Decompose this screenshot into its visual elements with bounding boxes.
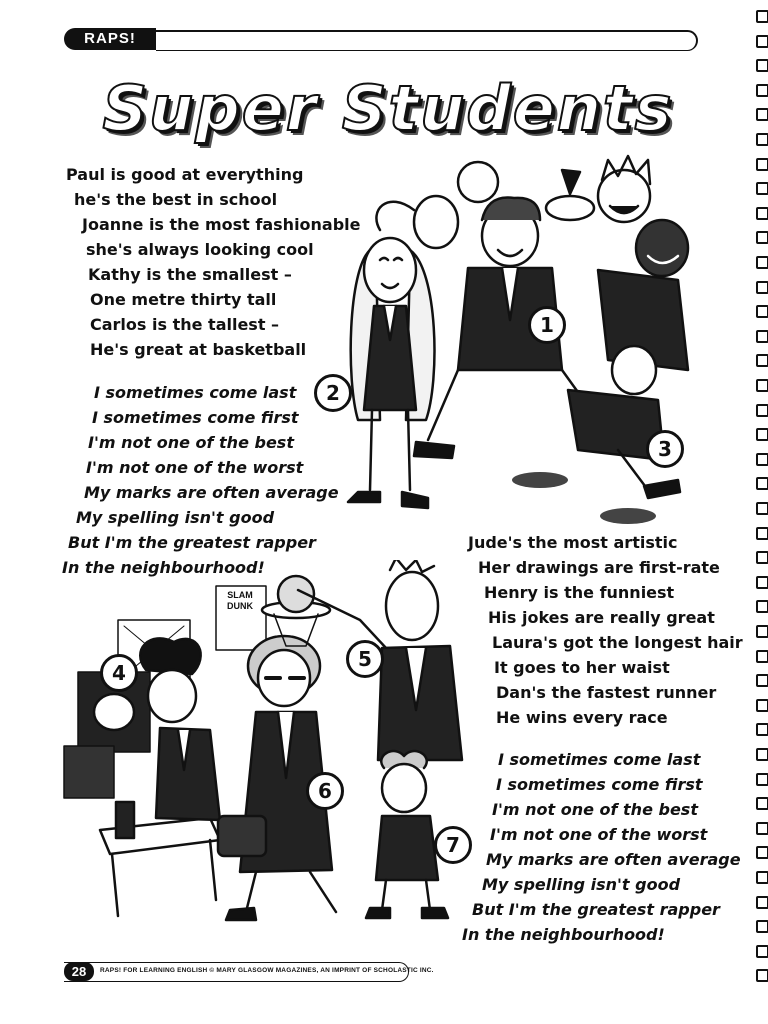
binding-hole (756, 354, 768, 367)
slam-dunk-poster (218, 590, 262, 612)
student-number-badge: 2 (314, 374, 352, 412)
poster-line: SLAM (227, 590, 253, 600)
lyric-line: I'm not one of the worst (490, 825, 708, 844)
binding-hole (756, 600, 768, 613)
binding-hole (756, 207, 768, 220)
lyric-line: Joanne is the most fashionable (82, 215, 361, 234)
binding-strip (752, 10, 768, 1000)
binding-hole (756, 477, 768, 490)
binding-hole (756, 59, 768, 72)
section-tag: RAPS! (64, 28, 156, 50)
lyric-line: He's great at basketball (90, 340, 307, 359)
header-rule (156, 30, 698, 51)
lyric-line: I sometimes come last (94, 383, 297, 402)
binding-hole (756, 920, 768, 933)
binding-hole (756, 428, 768, 441)
lyric-line: Dan's the fastest runner (496, 683, 717, 702)
student-number-badge: 4 (100, 654, 138, 692)
binding-hole (756, 797, 768, 810)
page-title: Super Students (102, 72, 674, 145)
poster-line: DUNK (227, 601, 253, 611)
lyric-line: Paul is good at everything (66, 165, 304, 184)
page-number: 28 (64, 962, 94, 981)
lyric-line: In the neighbourhood! (462, 925, 665, 944)
lyric-line: she's always looking cool (86, 240, 314, 259)
binding-hole (756, 945, 768, 958)
binding-hole (756, 551, 768, 564)
binding-hole (756, 256, 768, 269)
lyric-line: Her drawings are first-rate (478, 558, 720, 577)
binding-hole (756, 231, 768, 244)
binding-hole (756, 108, 768, 121)
lyric-line: I sometimes come first (496, 775, 703, 794)
lyric-line: One metre thirty tall (90, 290, 277, 309)
lyric-line: Jude's the most artistic (468, 533, 678, 552)
binding-hole (756, 281, 768, 294)
lyric-line: I sometimes come last (498, 750, 701, 769)
students-illustration-top (318, 150, 698, 530)
lyric-line: My spelling isn't good (482, 875, 681, 894)
lyric-line: But I'm the greatest rapper (472, 900, 720, 919)
binding-hole (756, 453, 768, 466)
lyric-line: Kathy is the smallest – (88, 265, 292, 284)
lyric-line: I'm not one of the best (88, 433, 294, 452)
student-number-badge: 5 (346, 640, 384, 678)
binding-hole (756, 674, 768, 687)
binding-hole (756, 10, 768, 23)
lyric-line: My marks are often average (486, 850, 741, 869)
lyric-line: He wins every race (496, 708, 668, 727)
binding-hole (756, 723, 768, 736)
lyric-line: His jokes are really great (488, 608, 715, 627)
binding-hole (756, 822, 768, 835)
footer-credit: RAPS! FOR LEARNING ENGLISH © MARY GLASGOW MAGAZINES, AN IMPRINT OF SCHOLASTIC INC. (100, 967, 434, 974)
lyric-line: In the neighbourhood! (62, 558, 265, 577)
binding-hole (756, 871, 768, 884)
binding-hole (756, 846, 768, 859)
lyric-line: Laura's got the longest hair (492, 633, 743, 652)
student-number-badge: 7 (434, 826, 472, 864)
student-number-badge: 1 (528, 306, 566, 344)
binding-hole (756, 35, 768, 48)
binding-hole (756, 404, 768, 417)
binding-hole (756, 896, 768, 909)
lyric-line: Henry is the funniest (484, 583, 675, 602)
lyric-line: I sometimes come first (92, 408, 299, 427)
binding-hole (756, 379, 768, 392)
binding-hole (756, 133, 768, 146)
lyric-line: It goes to her waist (494, 658, 670, 677)
lyric-line: My spelling isn't good (76, 508, 275, 527)
binding-hole (756, 158, 768, 171)
student-number-badge: 6 (306, 772, 344, 810)
binding-hole (756, 330, 768, 343)
lyric-line: I'm not one of the best (492, 800, 698, 819)
binding-hole (756, 650, 768, 663)
students-illustration-bottom (60, 560, 480, 930)
lyric-line: Carlos is the tallest – (90, 315, 280, 334)
binding-hole (756, 527, 768, 540)
binding-hole (756, 502, 768, 515)
lyric-line: But I'm the greatest rapper (68, 533, 316, 552)
lyric-line: My marks are often average (84, 483, 339, 502)
binding-hole (756, 699, 768, 712)
lyric-line: he's the best in school (74, 190, 278, 209)
binding-hole (756, 773, 768, 786)
binding-hole (756, 305, 768, 318)
binding-hole (756, 625, 768, 638)
binding-hole (756, 84, 768, 97)
student-number-badge: 3 (646, 430, 684, 468)
binding-hole (756, 182, 768, 195)
binding-hole (756, 969, 768, 982)
binding-hole (756, 576, 768, 589)
lyric-line: I'm not one of the worst (86, 458, 304, 477)
binding-hole (756, 748, 768, 761)
